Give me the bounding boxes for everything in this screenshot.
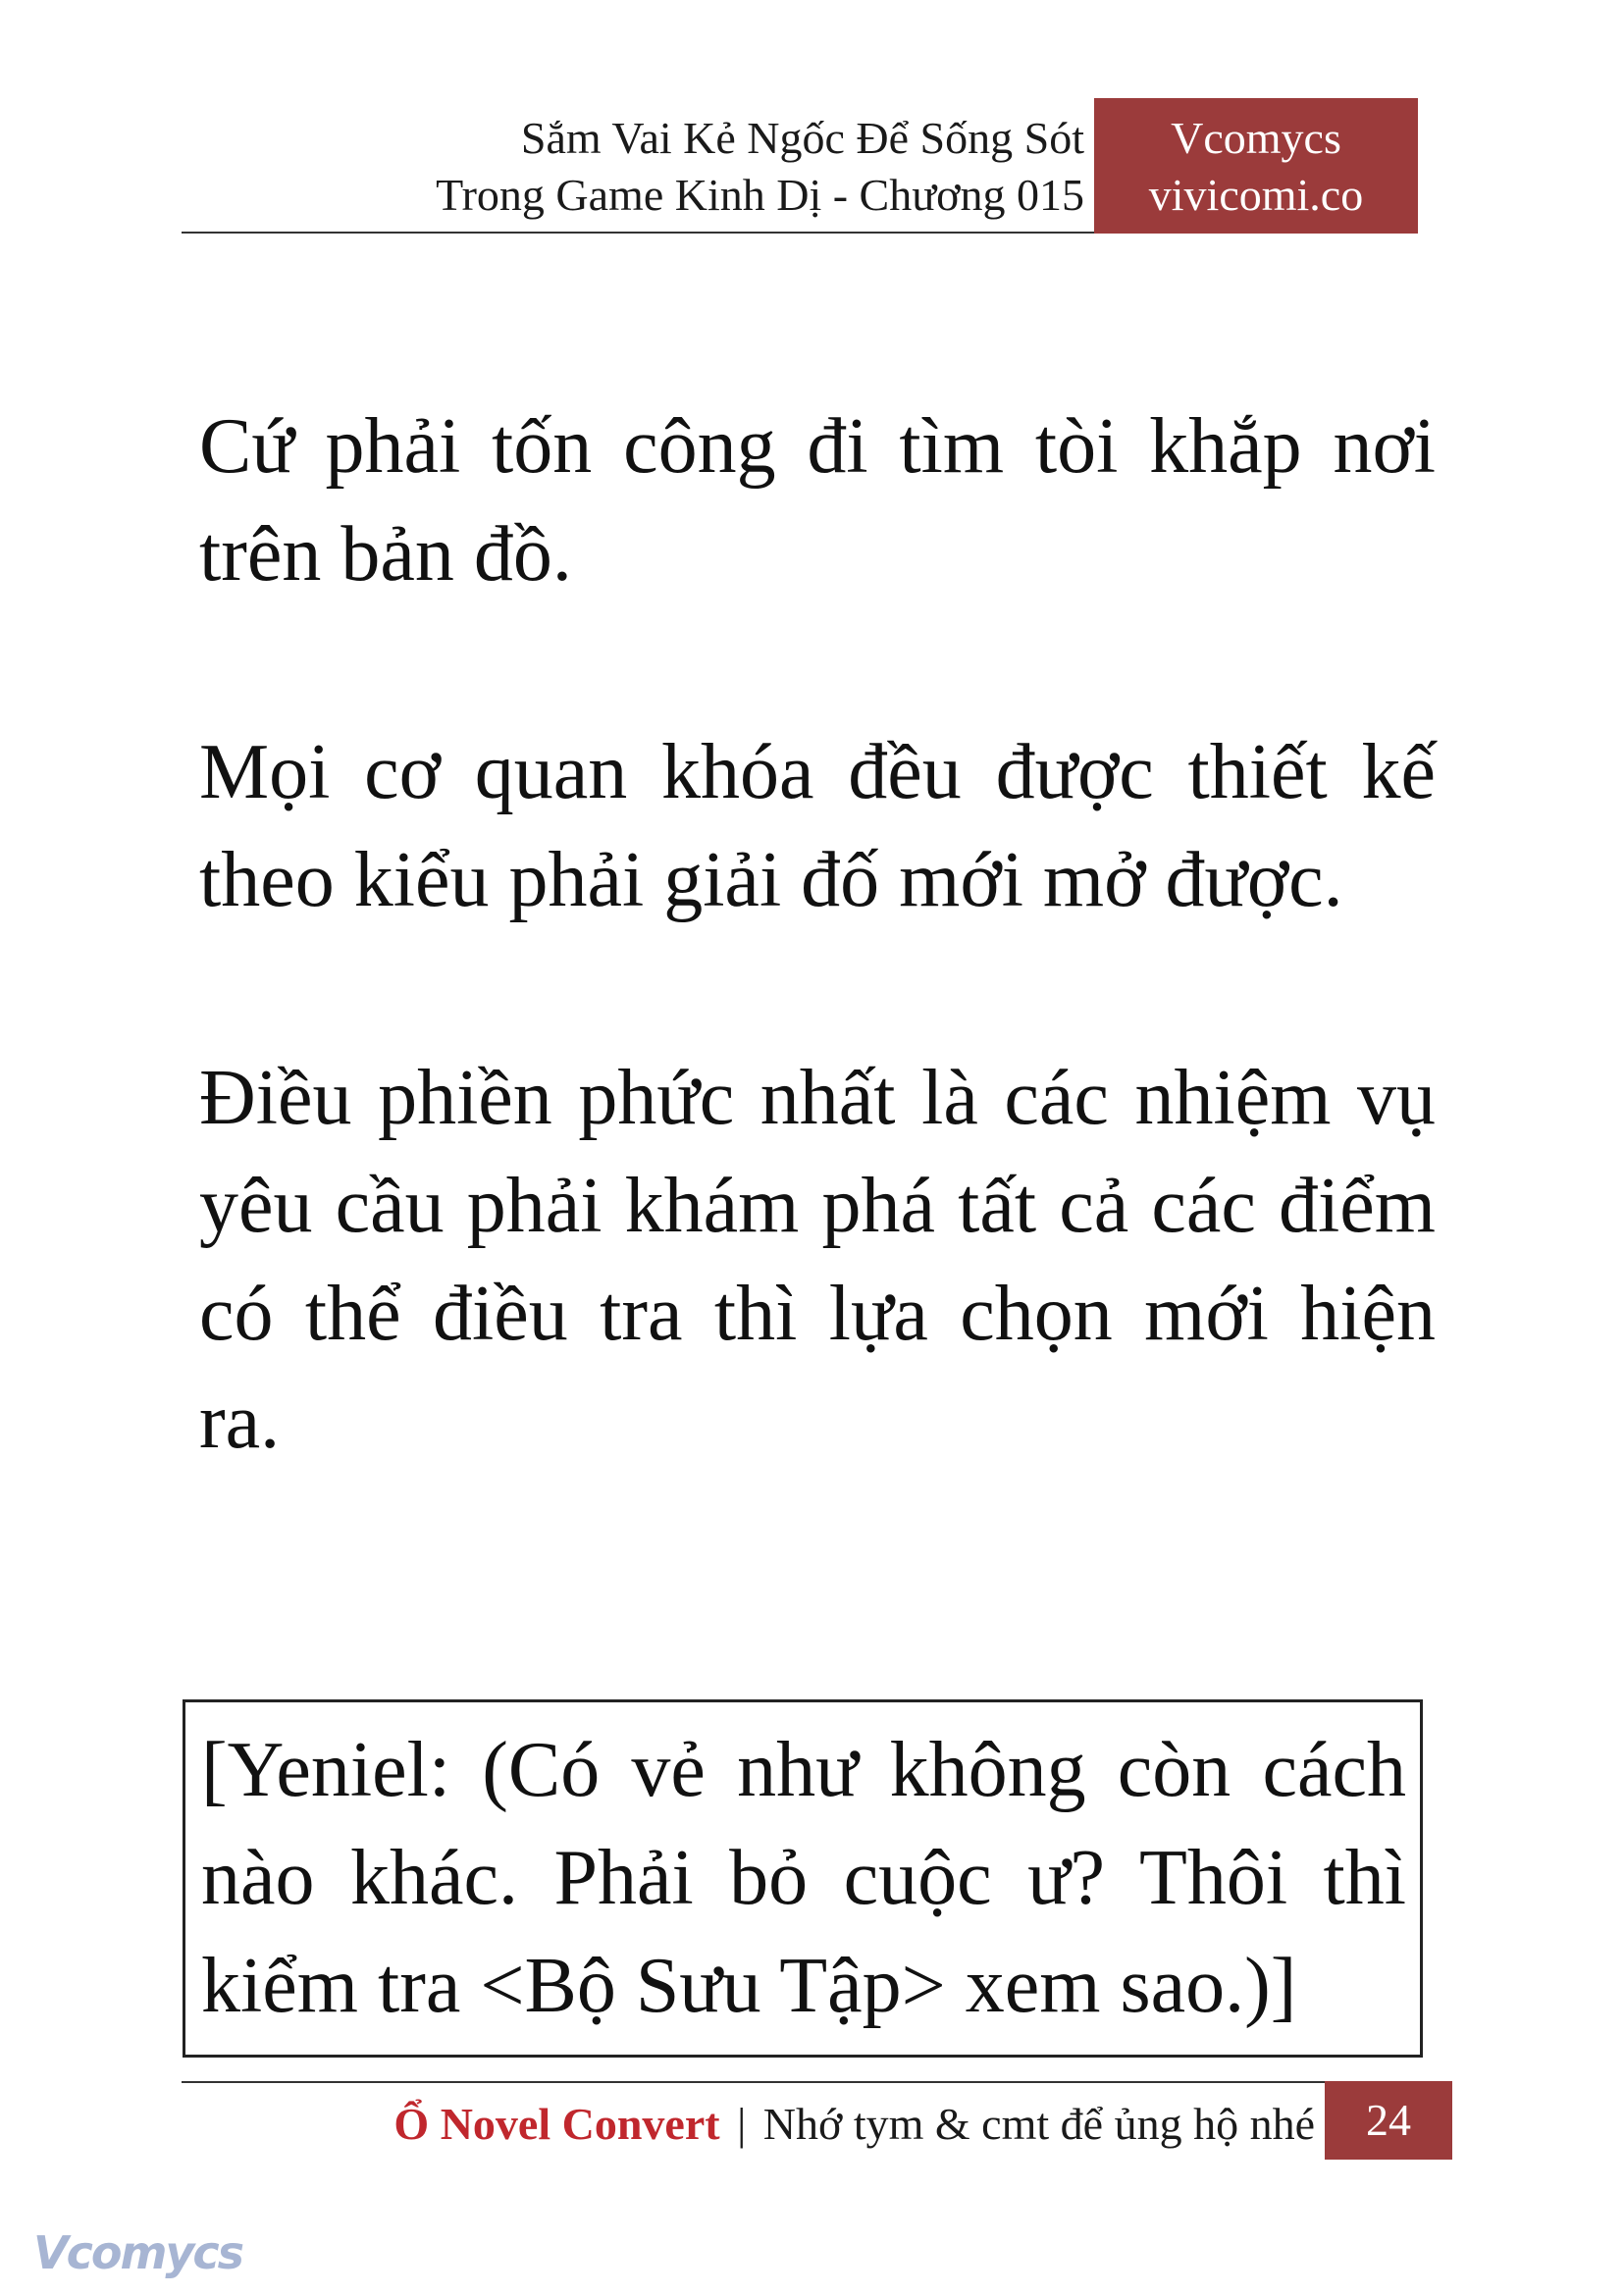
- chapter-title-line-1: Sắm Vai Kẻ Ngốc Để Sống Sót: [520, 113, 1084, 163]
- watermark-logo-icon: [29, 2219, 245, 2282]
- footer-divider: [182, 2081, 1325, 2083]
- page-header: [182, 98, 1418, 234]
- chapter-title: [436, 110, 1084, 224]
- chapter-body: [199, 392, 1436, 1586]
- dialogue-text: [Yeniel: (Có vẻ như không còn cách nào khác. Phải bỏ cuộc ư? Thôi thì kiểm tra <Bộ Sưu Tập> xem sao.)]: [201, 1727, 1406, 2029]
- footer-separator: |: [737, 2099, 747, 2149]
- dialogue-box: [183, 1699, 1423, 2058]
- page-footer: [182, 2081, 1452, 2160]
- vcomycs-watermark-logo: [29, 2219, 245, 2282]
- body-paragraph: Cứ phải tốn công đi tìm tòi khắp nơi trên bản đồ.: [199, 403, 1436, 598]
- header-brand-name: Vcomycs: [1171, 113, 1341, 163]
- watermark-logo-text: Vcomycs: [33, 2226, 243, 2279]
- footer-brand: Ổ Novel Convert: [393, 2099, 720, 2149]
- header-brand-badge: [1094, 98, 1418, 234]
- footer-text: [393, 2095, 1315, 2154]
- page-number: 24: [1325, 2081, 1452, 2160]
- footer-message: Nhớ tym & cmt để ủng hộ nhé: [762, 2099, 1315, 2149]
- header-divider: [182, 232, 1094, 234]
- chapter-title-line-2: Trong Game Kinh Dị - Chương 015: [436, 170, 1084, 220]
- body-paragraph: Mọi cơ quan khóa đều được thiết kế theo kiểu phải giải đố mới mở được.: [199, 729, 1436, 923]
- header-brand-site: vivicomi.co: [1148, 170, 1364, 220]
- body-paragraph: Điều phiền phức nhất là các nhiệm vụ yêu cầu phải khám phá tất cả các điểm có thể điều tra thì lựa chọn mới hiện ra.: [199, 1055, 1436, 1465]
